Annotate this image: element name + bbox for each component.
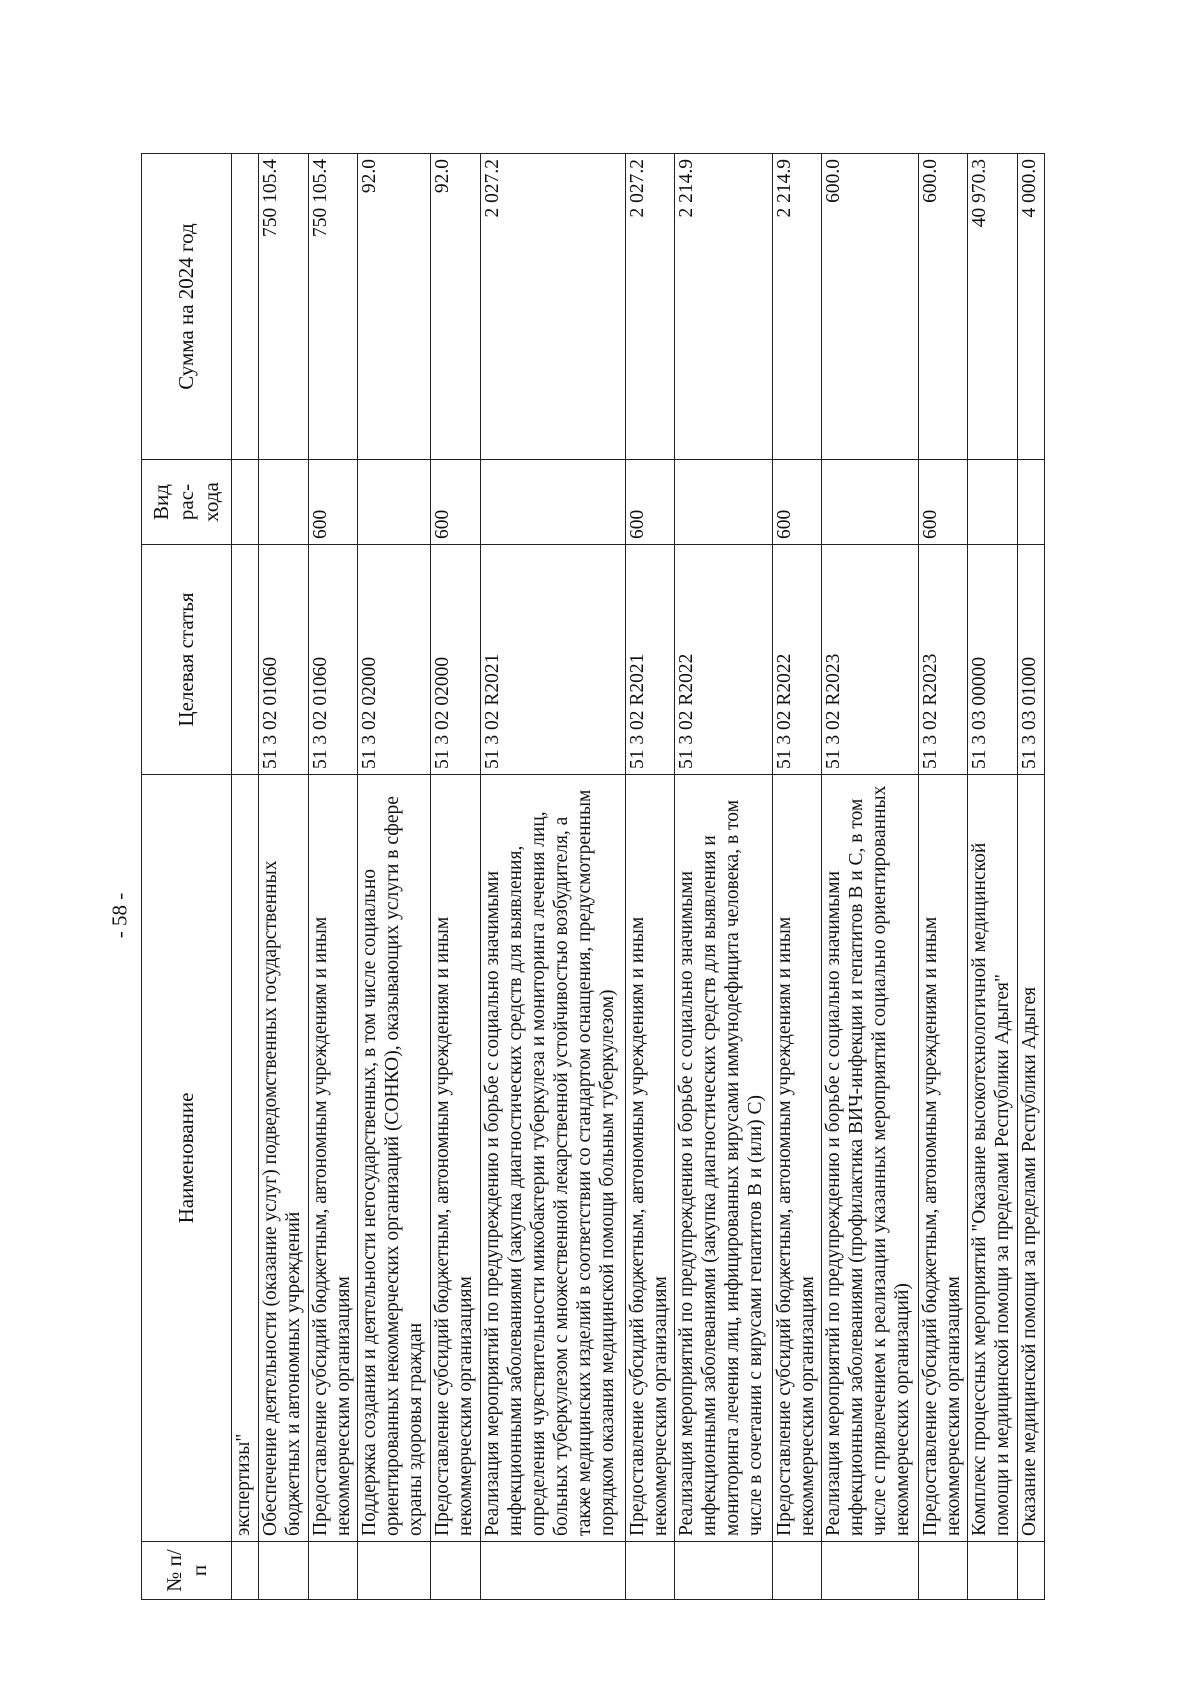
- cell-num: [258, 1542, 308, 1600]
- cell-name: Реализация мероприятий по предупреждению и борьбе с социально значимыми инфекционными заболеваниями (профилактика ВИЧ-инфекции и гепатитов B и C, в том числе с привлечением к реализации указанных мероприятий социально ориентированных некоммерческих организаций): [822, 775, 918, 1542]
- cell-name: Предоставление субсидий бюджетным, автономным учреждениям и иным некоммерческим организациям: [772, 775, 822, 1542]
- cell-vid: [968, 460, 1018, 545]
- cell-vid: [1017, 460, 1044, 545]
- cell-vid: [822, 460, 918, 545]
- cell-num: [968, 1542, 1018, 1600]
- cell-num: [772, 1542, 822, 1600]
- cell-num: [358, 1542, 430, 1600]
- cell-code: 51 3 02 01060: [308, 545, 358, 775]
- cell-name: экспертизы": [232, 775, 259, 1542]
- table-row: [480, 154, 625, 1600]
- table-row: [918, 154, 968, 1600]
- cell-vid: 600: [772, 460, 822, 545]
- cell-code: 51 3 02 R2021: [625, 545, 675, 775]
- cell-name: Обеспечение деятельности (оказание услуг) подведомственных государственных бюджетных и автономных учреждений: [258, 775, 308, 1542]
- table-row: [968, 154, 1018, 1600]
- header-sum: Сумма на 2024 год: [142, 154, 232, 460]
- cell-num: [308, 1542, 358, 1600]
- cell-code: 51 3 03 01000: [1017, 545, 1044, 775]
- cell-num: [625, 1542, 675, 1600]
- cell-vid: [258, 460, 308, 545]
- header-code: Целевая статья: [142, 545, 232, 775]
- cell-vid: [358, 460, 430, 545]
- cell-code: 51 3 02 02000: [358, 545, 430, 775]
- cell-num: [232, 1542, 259, 1600]
- cell-vid: 600: [430, 460, 480, 545]
- header-name: Наименование: [142, 775, 232, 1542]
- table-row: [232, 154, 259, 1600]
- table-row: [258, 154, 308, 1600]
- cell-name: Предоставление субсидий бюджетным, автономным учреждениям и иным некоммерческим организациям: [918, 775, 968, 1542]
- cell-code: 51 3 02 R2021: [480, 545, 625, 775]
- table-header-row: [142, 154, 232, 1600]
- cell-code: 51 3 02 R2023: [918, 545, 968, 775]
- cell-vid: [675, 460, 772, 545]
- cell-num: [675, 1542, 772, 1600]
- budget-table-wrapper: [141, 154, 1045, 1600]
- header-vid: Вид рас-хода: [142, 460, 232, 545]
- table-row: [358, 154, 430, 1600]
- cell-num: [822, 1542, 918, 1600]
- cell-name: Предоставление субсидий бюджетным, автономным учреждениям и иным некоммерческим организациям: [430, 775, 480, 1542]
- cell-sum: 2 214.9: [772, 154, 822, 460]
- cell-sum: 2 027.2: [480, 154, 625, 460]
- cell-sum: 750 105.4: [258, 154, 308, 460]
- cell-name: Реализация мероприятий по предупреждению и борьбе с социально значимыми инфекционными заболеваниями (закупка диагностических средств для выявления, определения чувствительности микобактерии туберкулеза и мониторинга лечения лиц, больных туберкулезом с множественной лекарственной устойчивостью возбудителя, а также медицинских изделий в соответствии со стандартом оснащения, предусмотренным порядком оказания медицинской помощи больным туберкулезом): [480, 775, 625, 1542]
- cell-sum: 2 214.9: [675, 154, 772, 460]
- cell-sum: 40 970.3: [968, 154, 1018, 460]
- cell-name: Поддержка создания и деятельности негосударственных, в том числе социально ориентированных некоммерческих организаций (СОНКО), оказывающих услуги в сфере охраны здоровья граждан: [358, 775, 430, 1542]
- cell-vid: [480, 460, 625, 545]
- cell-sum: 4 000.0: [1017, 154, 1044, 460]
- cell-sum: 600.0: [822, 154, 918, 460]
- cell-name: Оказание медицинской помощи за пределами Республики Адыгея: [1017, 775, 1044, 1542]
- cell-num: [918, 1542, 968, 1600]
- table-row: [308, 154, 358, 1600]
- cell-sum: 750 105.4: [308, 154, 358, 460]
- cell-code: 51 3 02 01060: [258, 545, 308, 775]
- cell-sum: 92.0: [358, 154, 430, 460]
- cell-code: [232, 545, 259, 775]
- cell-sum: [232, 154, 259, 460]
- cell-code: 51 3 02 R2022: [675, 545, 772, 775]
- cell-name: Предоставление субсидий бюджетным, автономным учреждениям и иным некоммерческим организациям: [308, 775, 358, 1542]
- cell-num: [1017, 1542, 1044, 1600]
- cell-code: 51 3 03 00000: [968, 545, 1018, 775]
- table-row: [675, 154, 772, 1600]
- table-row: [625, 154, 675, 1600]
- table-row: [772, 154, 822, 1600]
- cell-vid: 600: [918, 460, 968, 545]
- cell-vid: 600: [308, 460, 358, 545]
- cell-name: Реализация мероприятий по предупреждению и борьбе с социально значимыми инфекционными заболеваниями (закупка диагностических средств для выявления и мониторинга лечения лиц, инфицированных вирусами иммунодефицита человека, в том числе в сочетании с вирусами гепатитов B и (или) C): [675, 775, 772, 1542]
- cell-sum: 600.0: [918, 154, 968, 460]
- cell-name: Предоставление субсидий бюджетным, автономным учреждениям и иным некоммерческим организациям: [625, 775, 675, 1542]
- cell-code: 51 3 02 R2022: [772, 545, 822, 775]
- cell-sum: 2 027.2: [625, 154, 675, 460]
- budget-table: [141, 153, 1045, 1600]
- table-row: [430, 154, 480, 1600]
- cell-sum: 92.0: [430, 154, 480, 460]
- cell-vid: 600: [625, 460, 675, 545]
- cell-num: [430, 1542, 480, 1600]
- table-row: [1017, 154, 1044, 1600]
- cell-code: 51 3 02 02000: [430, 545, 480, 775]
- cell-num: [480, 1542, 625, 1600]
- cell-vid: [232, 460, 259, 545]
- cell-name: Комплекс процессных мероприятий "Оказание высокотехнологичной медицинской помощи и медицинской помощи за пределами Республики Адыгея": [968, 775, 1018, 1542]
- page-number: - 58 -: [107, 892, 132, 938]
- cell-code: 51 3 02 R2023: [822, 545, 918, 775]
- header-num: № п/п: [142, 1542, 232, 1600]
- table-row: [822, 154, 918, 1600]
